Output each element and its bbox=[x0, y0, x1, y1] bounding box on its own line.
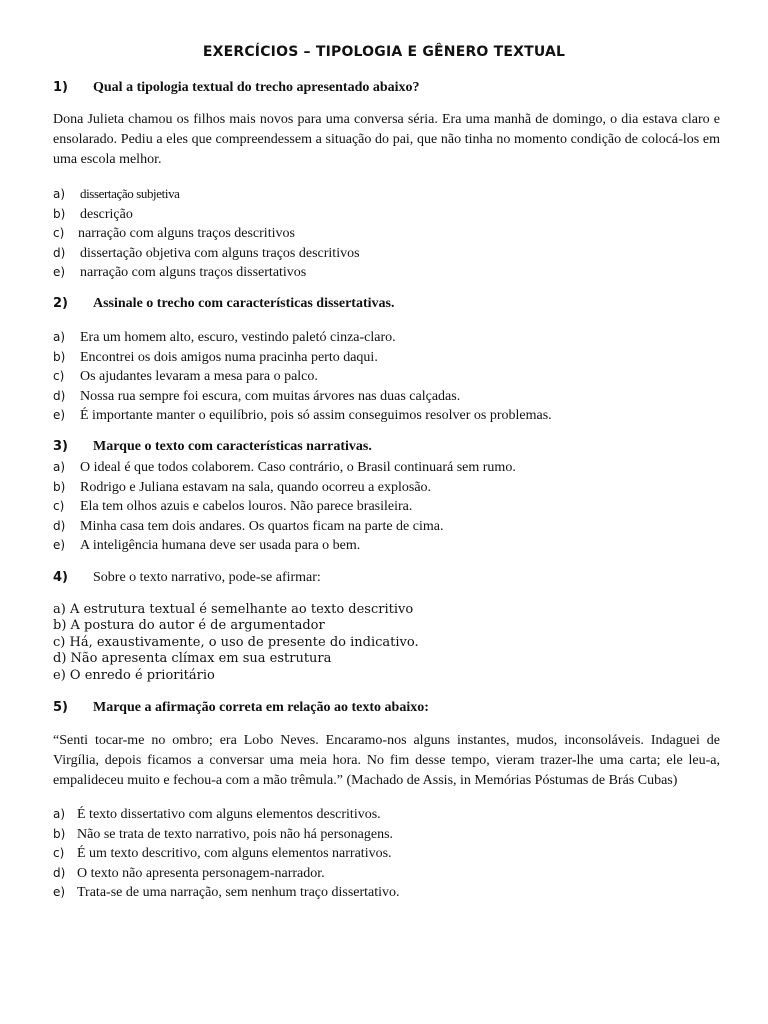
question-text: Marque a afirmação correta em relação ao texto abaixo: bbox=[93, 700, 429, 715]
page-title: EXERCÍCIOS – TIPOLOGIA E GÊNERO TEXTUAL bbox=[202, 44, 566, 60]
option-letter: d) bbox=[53, 245, 66, 260]
question-text: Assinale o trecho com características dissertativas. bbox=[93, 296, 395, 311]
question-text: Qual a tipologia textual do trecho apresentado abaixo? bbox=[93, 80, 420, 95]
option-text: narração com alguns traços descritivos bbox=[78, 226, 295, 242]
option-text: É importante manter o equilíbrio, pois só assim conseguimos resolver os problemas. bbox=[80, 408, 552, 424]
option-b bbox=[53, 825, 400, 845]
option-letter: e) bbox=[53, 538, 66, 553]
option-letter: b) bbox=[53, 349, 66, 364]
option-a: a) A estrutura textual é semelhante ao texto descritivo bbox=[53, 602, 414, 617]
option-letter: d) bbox=[53, 518, 66, 533]
option-text: Encontrei os dois amigos numa pracinha perto daqui. bbox=[80, 349, 378, 365]
option-text: dissertação objetiva com alguns traços descritivos bbox=[80, 245, 360, 261]
option-text: dissertação subjetiva bbox=[80, 186, 180, 201]
option-c: c) Há, exaustivamente, o uso de presente do indicativo. bbox=[53, 634, 419, 650]
option-b bbox=[53, 348, 552, 368]
question-number: 1) bbox=[53, 80, 68, 95]
option-c bbox=[53, 367, 552, 387]
question-1-heading bbox=[53, 80, 420, 96]
option-text: Ela tem olhos azuis e cabelos louros. Não parece brasileira. bbox=[80, 499, 413, 515]
option-e bbox=[53, 536, 516, 556]
option-text: O ideal é que todos colaborem. Caso contrário, o Brasil continuará sem rumo. bbox=[80, 460, 516, 475]
question-number: 3) bbox=[53, 439, 68, 454]
option-text: narração com alguns traços dissertativos bbox=[80, 265, 307, 281]
question-2-options bbox=[53, 328, 552, 426]
option-a bbox=[53, 458, 516, 478]
question-text: Sobre o texto narrativo, pode-se afirmar: bbox=[93, 570, 321, 585]
question-5-passage: “Senti tocar-me no ombro; era Lobo Neves. Encaramo-nos alguns instantes, mudos, inconsoláveis. Indaguei de Virgília, depois ficamos a conversar uma meia hora. No fim desse tempo, vieram trazer-lhe uma carta; ele leu-a, empalideceu muito e fechou-a com a mão trêmula.” (Machado de Assis, in Memórias Póstumas de Brás Cubas) bbox=[53, 733, 720, 788]
option-letter: e) bbox=[53, 408, 66, 423]
option-letter: d) bbox=[53, 388, 66, 403]
option-text: A inteligência humana deve ser usada para o bem. bbox=[80, 538, 361, 554]
question-number: 2) bbox=[53, 296, 68, 311]
option-c bbox=[53, 497, 516, 517]
option-b bbox=[53, 478, 516, 498]
option-letter: c) bbox=[53, 499, 65, 514]
option-text: Nossa rua sempre foi escura, com muitas árvores nas duas calçadas. bbox=[80, 388, 461, 404]
option-text: Trata-se de uma narração, sem nenhum traço dissertativo. bbox=[77, 885, 400, 901]
question-4-heading bbox=[53, 570, 321, 586]
option-d bbox=[53, 387, 552, 407]
option-text: É texto dissertativo com alguns elementos descritivos. bbox=[77, 807, 381, 822]
option-letter: a) bbox=[53, 187, 66, 201]
option-letter: a) bbox=[53, 330, 66, 344]
option-e bbox=[53, 263, 360, 283]
option-b bbox=[53, 205, 360, 225]
option-text: É um texto descritivo, com alguns elementos narrativos. bbox=[77, 846, 392, 862]
question-3-heading bbox=[53, 439, 372, 455]
question-5-heading bbox=[53, 700, 429, 716]
option-c bbox=[53, 224, 360, 244]
option-letter: c) bbox=[53, 846, 65, 861]
option-letter: b) bbox=[53, 479, 66, 494]
option-letter: a) bbox=[53, 460, 66, 474]
option-letter: c) bbox=[53, 226, 65, 241]
question-3-options bbox=[53, 458, 516, 556]
option-text: descrição bbox=[80, 206, 133, 222]
option-text: Era um homem alto, escuro, vestindo paletó cinza-claro. bbox=[80, 330, 396, 345]
option-letter: e) bbox=[53, 265, 66, 280]
option-d: d) Não apresenta clímax em sua estrutura bbox=[53, 651, 332, 667]
option-c bbox=[53, 844, 400, 864]
option-e bbox=[53, 883, 400, 903]
question-1-passage: Dona Julieta chamou os filhos mais novos para uma conversa séria. Era uma manhã de domingo, o dia estava claro e ensolarado. Pediu a eles que compreendessem a situação do pai, que não tinha no momento condição de colocá-los em uma escola melhor. bbox=[53, 112, 720, 167]
question-number: 5) bbox=[53, 700, 68, 715]
question-1-options bbox=[53, 184, 360, 283]
question-5-options bbox=[53, 805, 400, 903]
option-a bbox=[53, 184, 360, 205]
question-2-heading bbox=[53, 296, 394, 312]
option-d bbox=[53, 864, 400, 884]
question-number: 4) bbox=[53, 570, 68, 585]
question-text: Marque o texto com características narrativas. bbox=[93, 439, 372, 454]
option-d bbox=[53, 244, 360, 264]
option-e: e) O enredo é prioritário bbox=[53, 667, 215, 683]
option-b: b) A postura do autor é de argumentador bbox=[53, 618, 325, 634]
question-4-options bbox=[53, 602, 419, 684]
option-text: Os ajudantes levaram a mesa para o palco. bbox=[80, 369, 318, 385]
option-letter: b) bbox=[53, 206, 66, 221]
option-letter: d) bbox=[53, 865, 66, 880]
option-text: Minha casa tem dois andares. Os quartos ficam na parte de cima. bbox=[80, 518, 444, 534]
option-text: Não se trata de texto narrativo, pois não há personagens. bbox=[77, 826, 394, 842]
option-e bbox=[53, 406, 552, 426]
option-letter: a) bbox=[53, 807, 66, 821]
option-text: O texto não apresenta personagem-narrador. bbox=[77, 865, 325, 881]
option-letter: c) bbox=[53, 369, 65, 384]
option-a bbox=[53, 805, 400, 825]
option-letter: b) bbox=[53, 826, 66, 841]
option-a bbox=[53, 328, 552, 348]
option-letter: e) bbox=[53, 885, 66, 900]
option-d bbox=[53, 517, 516, 537]
option-text: Rodrigo e Juliana estavam na sala, quando ocorreu a explosão. bbox=[80, 479, 432, 495]
